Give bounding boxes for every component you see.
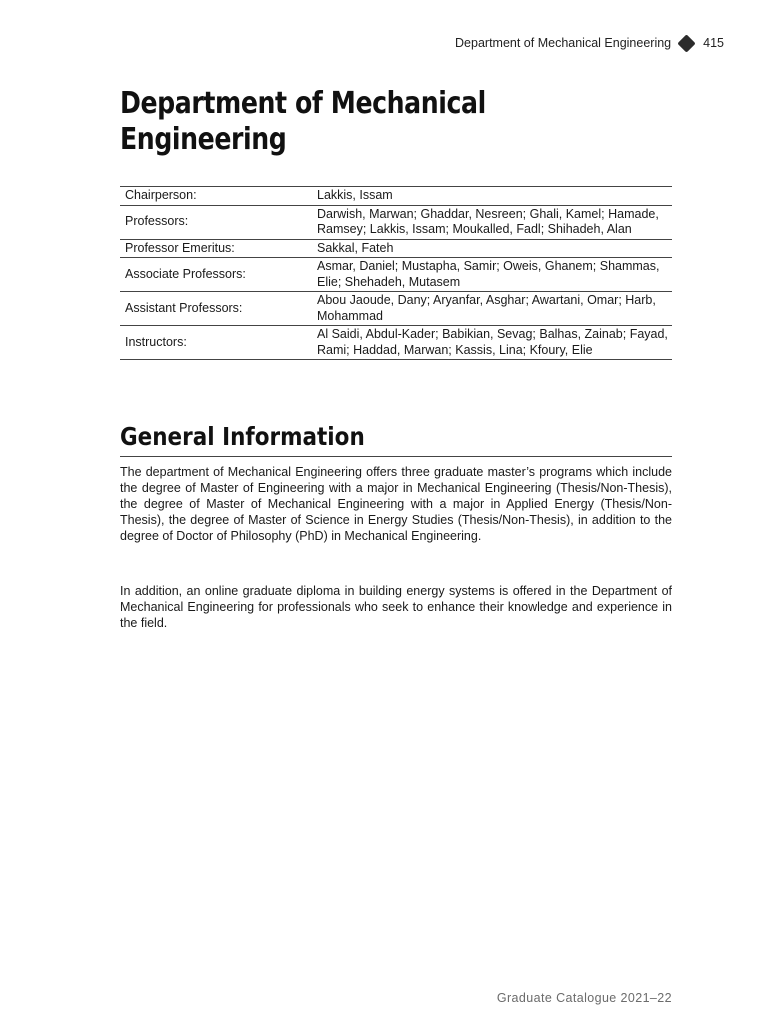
faculty-row-professor-emeritus — [120, 239, 672, 258]
page-title-line2: Engineering — [120, 122, 287, 157]
section-heading-general-information — [120, 421, 672, 457]
page-title — [120, 86, 584, 158]
diamond-icon — [677, 34, 695, 52]
faculty-row-instructors — [120, 326, 672, 360]
faculty-names: Asmar, Daniel; Mustapha, Samir; Oweis, Ghanem; Shammas, Elie; Shehadeh, Mutasem — [317, 259, 660, 289]
faculty-table — [120, 186, 672, 360]
running-head-section: Department of Mechanical Engineering — [455, 36, 672, 50]
faculty-names: Darwish, Marwan; Ghaddar, Nesreen; Ghali, Kamel; Hamade, Ramsey; Lakkis, Issam; Moukalled, Fadl; Shihadeh, Alan — [317, 206, 659, 236]
faculty-role: Chairperson: — [125, 188, 197, 202]
page-title-line1: Department of Mechanical — [120, 86, 486, 121]
faculty-row-assistant-professors — [120, 292, 672, 326]
faculty-role: Associate Professors: — [125, 266, 246, 281]
faculty-names: Sakkal, Fateh — [317, 240, 394, 255]
faculty-row-associate-professors — [120, 258, 672, 292]
faculty-names: Lakkis, Issam — [317, 188, 393, 202]
faculty-names: Abou Jaoude, Dany; Aryanfar, Asghar; Awartani, Omar; Harb, Mohammad — [317, 293, 656, 323]
faculty-role: Instructors: — [125, 334, 187, 349]
page-number: 415 — [703, 36, 724, 50]
running-head — [455, 36, 724, 50]
faculty-names: Al Saidi, Abdul-Kader; Babikian, Sevag; Balhas, Zainab; Fayad, Rami; Haddad, Marwan; Kassis, Lina; Kfoury, Elie — [317, 327, 668, 357]
faculty-row-professors — [120, 205, 672, 239]
faculty-role: Professor Emeritus: — [125, 240, 235, 255]
faculty-row-chairperson — [120, 187, 672, 206]
footer-catalogue: Graduate Catalogue 2021–22 — [496, 991, 672, 1005]
paragraph-online-diploma: In addition, an online graduate diploma in building energy systems is offered in the Department of Mechanical Engineering for professionals who seek to enhance their knowledge and experience in the field. — [120, 584, 672, 630]
faculty-role: Professors: — [125, 214, 189, 229]
paragraph-programs: The department of Mechanical Engineering offers three graduate master’s programs which include the degree of Master of Engineering with a major in Mechanical Engineering (Thesis/Non-Thesis), the degree of Master of Mechanical Engineering with a major in Applied Energy (Thesis/Non-Thesis), the degree of Master of Science in Energy Studies (Thesis/Non-Thesis), in addition to the degree of Doctor of Philosophy (PhD) in Mechanical Engineering. — [120, 465, 672, 543]
faculty-role: Assistant Professors: — [125, 300, 243, 315]
section-heading-text: General Information — [120, 422, 365, 451]
